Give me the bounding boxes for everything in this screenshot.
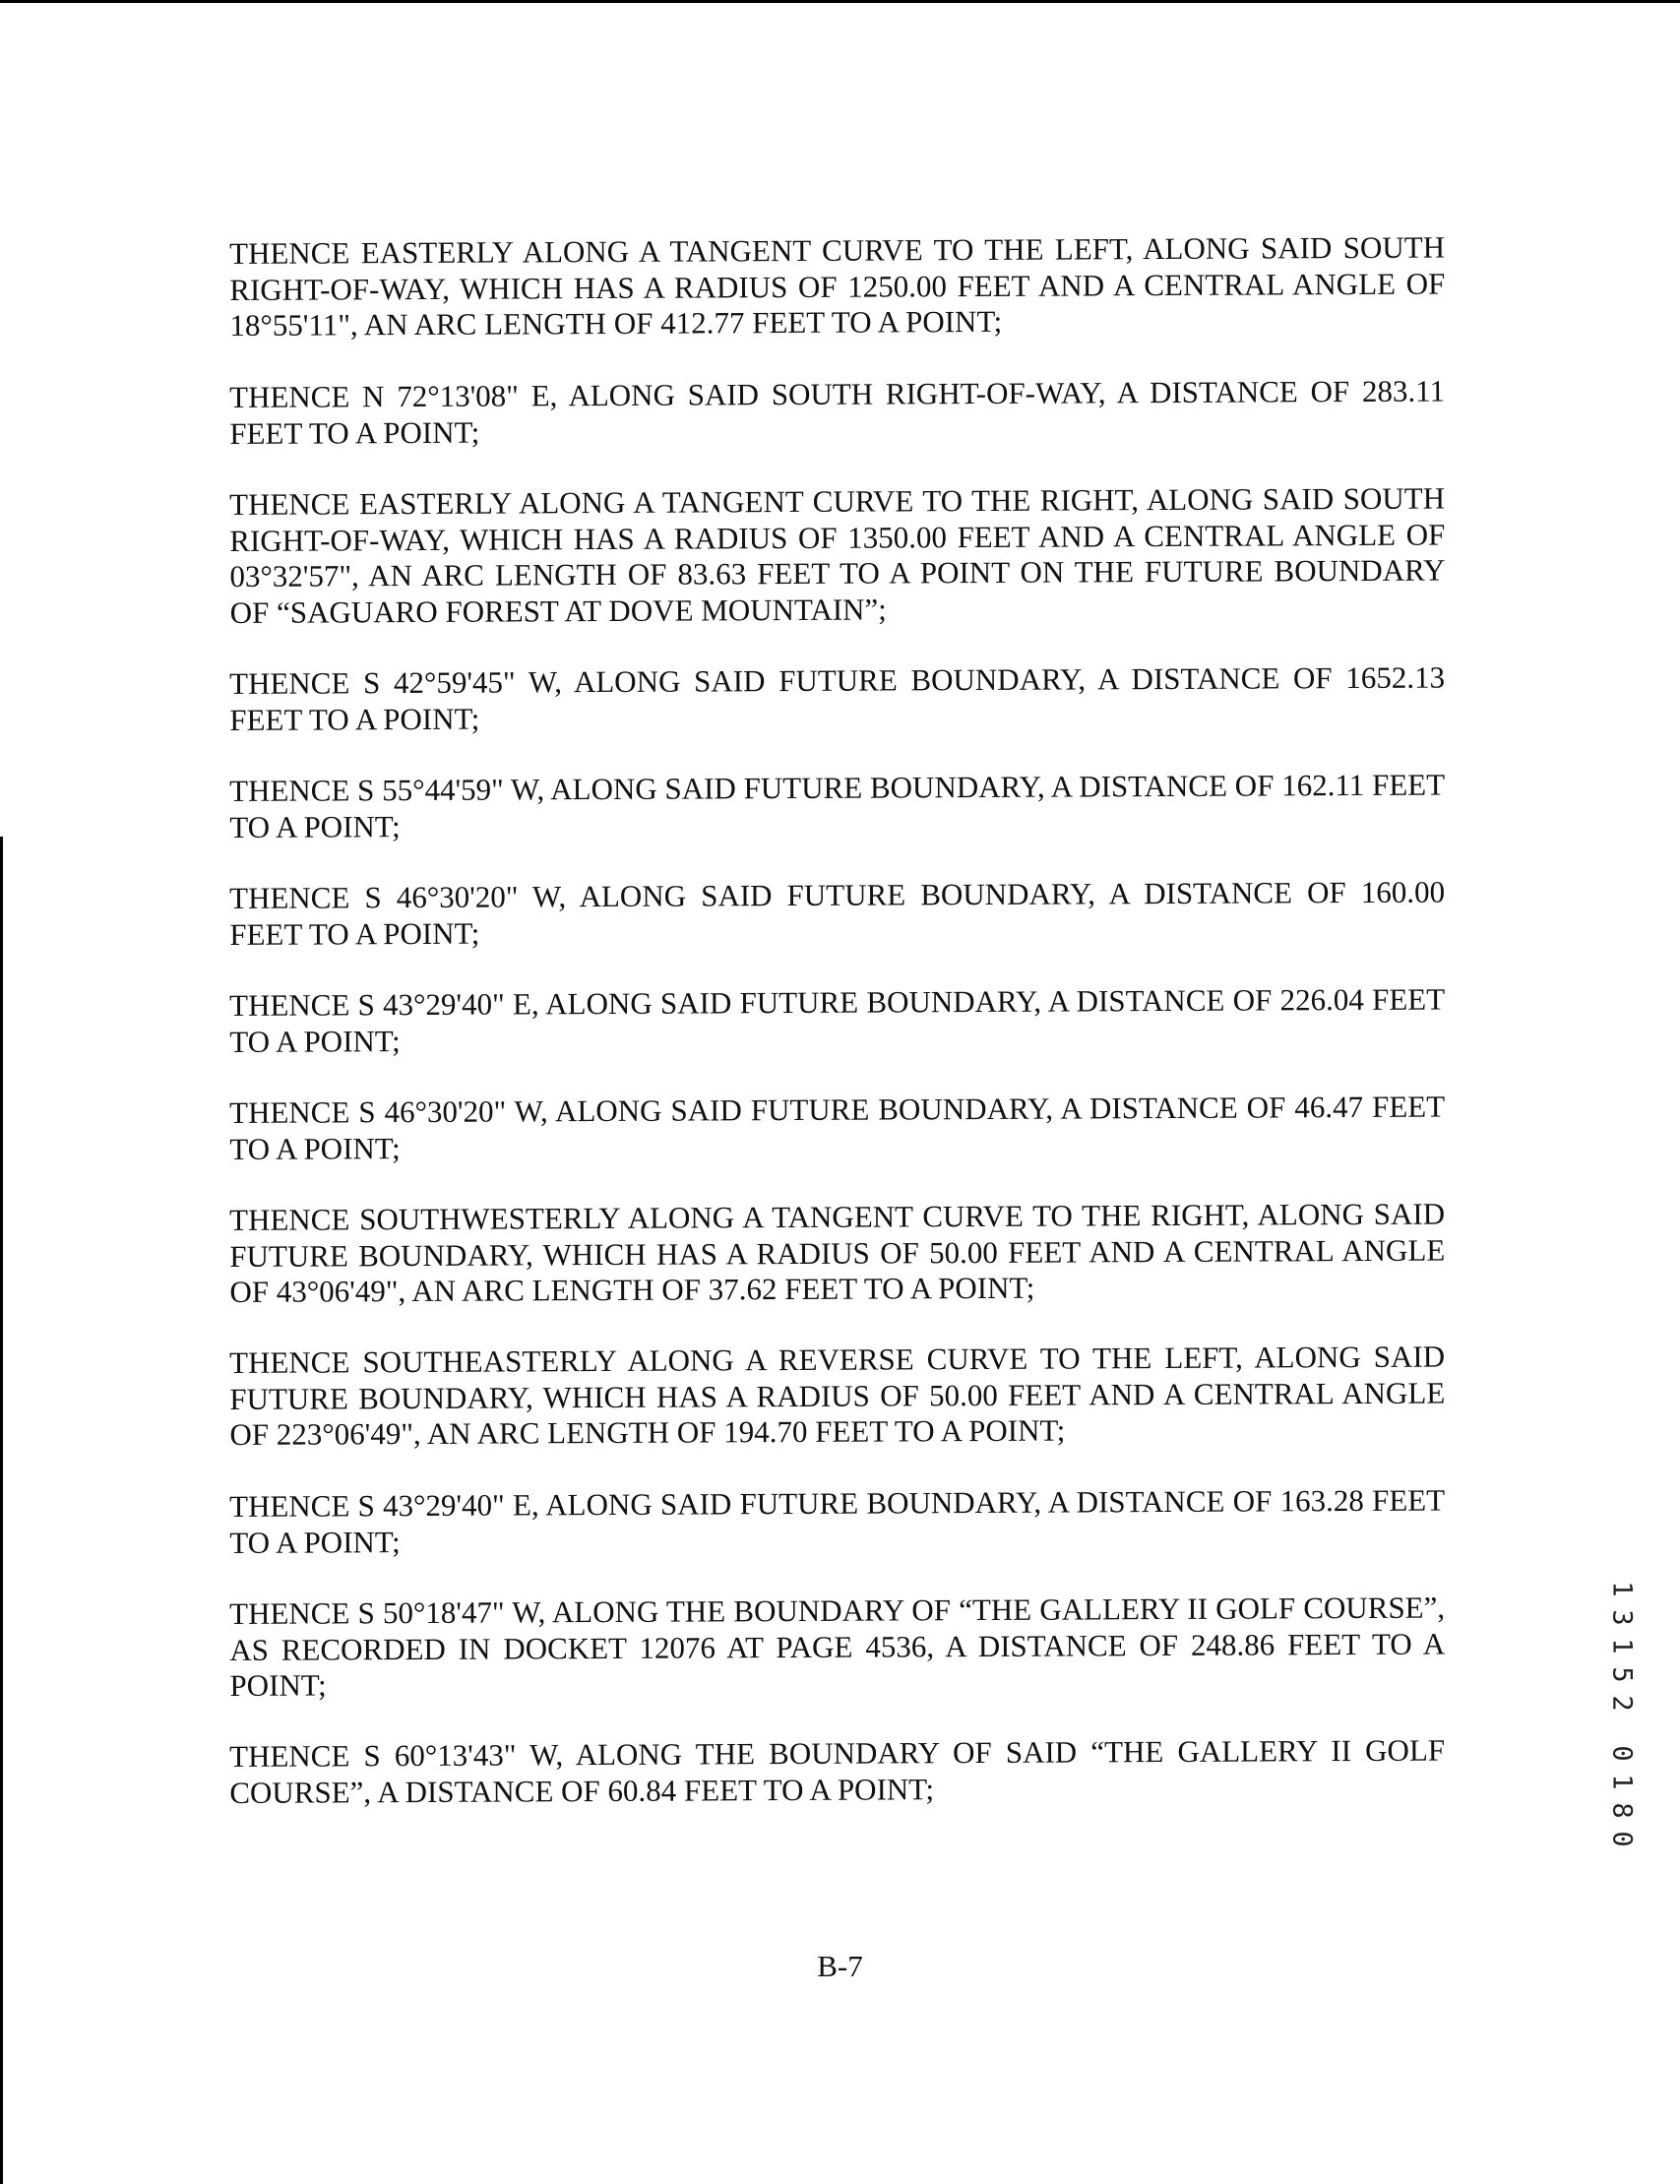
scan-top-border — [0, 0, 1680, 3]
paragraph-course-1: THENCE EASTERLY ALONG A TANGENT CURVE TO THE LEFT, ALONG SAID SOUTH RIGHT-OF-WAY, WHICH HAS A RADIUS OF 1250.00 FEET AND A CENTRAL ANGLE OF 18°55'11", AN ARC LENGTH OF 412.77 FEET TO A POINT; — [229, 229, 1446, 343]
paragraph-course-6: THENCE S 46°30'20" W, ALONG SAID FUTURE BOUNDARY, A DISTANCE OF 160.00 FEET TO A POINT; — [229, 874, 1446, 951]
paragraph-course-8: THENCE S 46°30'20" W, ALONG SAID FUTURE BOUNDARY, A DISTANCE OF 46.47 FEET TO A POINT; — [229, 1089, 1446, 1165]
paragraph-course-11: THENCE S 43°29'40" E, ALONG SAID FUTURE BOUNDARY, A DISTANCE OF 163.28 FEET TO A POINT; — [229, 1482, 1446, 1559]
recording-stamp — [1602, 1575, 1642, 1853]
paragraph-course-5: THENCE S 55°44'59" W, ALONG SAID FUTURE BOUNDARY, A DISTANCE OF 162.11 FEET TO A POINT; — [229, 767, 1446, 843]
recording-stamp-docket — [1606, 1575, 1638, 1717]
page-number: B-7 — [817, 1949, 863, 1983]
paragraph-course-13: THENCE S 60°13'43" W, ALONG THE BOUNDARY OF SAID “THE GALLERY II GOLF COURSE”, A DISTANCE OF 60.84 FEET TO A POINT; — [229, 1732, 1446, 1810]
recording-stamp-digit: 8 — [1606, 1802, 1638, 1819]
recording-stamp-digit: 3 — [1606, 1609, 1638, 1626]
legal-description-body — [229, 229, 1446, 1846]
paragraph-course-9: THENCE SOUTHWESTERLY ALONG A TANGENT CURVE TO THE RIGHT, ALONG SAID FUTURE BOUNDARY, WHICH HAS A RADIUS OF 50.00 FEET AND A CENTRAL ANGLE OF 43°06'49", AN ARC LENGTH OF 37.62 FEET TO A POINT; — [229, 1196, 1446, 1309]
recording-stamp-digit: 1 — [1606, 1581, 1638, 1597]
recording-stamp-digit: 2 — [1606, 1695, 1638, 1712]
recording-stamp-digit: 0 — [1606, 1745, 1638, 1762]
paragraph-course-7: THENCE S 43°29'40" E, ALONG SAID FUTURE BOUNDARY, A DISTANCE OF 226.04 FEET TO A POINT; — [229, 981, 1446, 1058]
recording-stamp-page — [1606, 1739, 1638, 1853]
recording-stamp-digit: 1 — [1606, 1638, 1638, 1654]
paragraph-course-12: THENCE S 50°18'47" W, ALONG THE BOUNDARY OF “THE GALLERY II GOLF COURSE”, AS RECORDED IN DOCKET 12076 AT PAGE 4536, A DISTANCE OF 248.86 FEET TO A POINT; — [229, 1590, 1446, 1703]
paragraph-course-4: THENCE S 42°59'45" W, ALONG SAID FUTURE BOUNDARY, A DISTANCE OF 1652.13 FEET TO A POINT; — [229, 659, 1446, 736]
paragraph-course-2: THENCE N 72°13'08" E, ALONG SAID SOUTH RIGHT-OF-WAY, A DISTANCE OF 283.11 FEET TO A POINT; — [229, 373, 1446, 450]
recording-stamp-digit: 1 — [1606, 1774, 1638, 1790]
recording-stamp-digit: 0 — [1606, 1831, 1638, 1847]
recording-stamp-digit: 5 — [1606, 1666, 1638, 1683]
paragraph-course-10: THENCE SOUTHEASTERLY ALONG A REVERSE CURVE TO THE LEFT, ALONG SAID FUTURE BOUNDARY, WHICH HAS A RADIUS OF 50.00 FEET AND A CENTRAL ANGLE OF 223°06'49", AN ARC LENGTH OF 194.70 FEET TO A POINT; — [229, 1339, 1446, 1452]
paragraph-course-3: THENCE EASTERLY ALONG A TANGENT CURVE TO THE RIGHT, ALONG SAID SOUTH RIGHT-OF-WAY, WHICH HAS A RADIUS OF 1350.00 FEET AND A CENTRAL ANGLE OF 03°32'57", AN ARC LENGTH OF 83.63 FEET TO A POINT ON THE FUTURE BOUNDARY OF “SAGUARO FOREST AT DOVE MOUNTAIN”; — [229, 480, 1446, 629]
